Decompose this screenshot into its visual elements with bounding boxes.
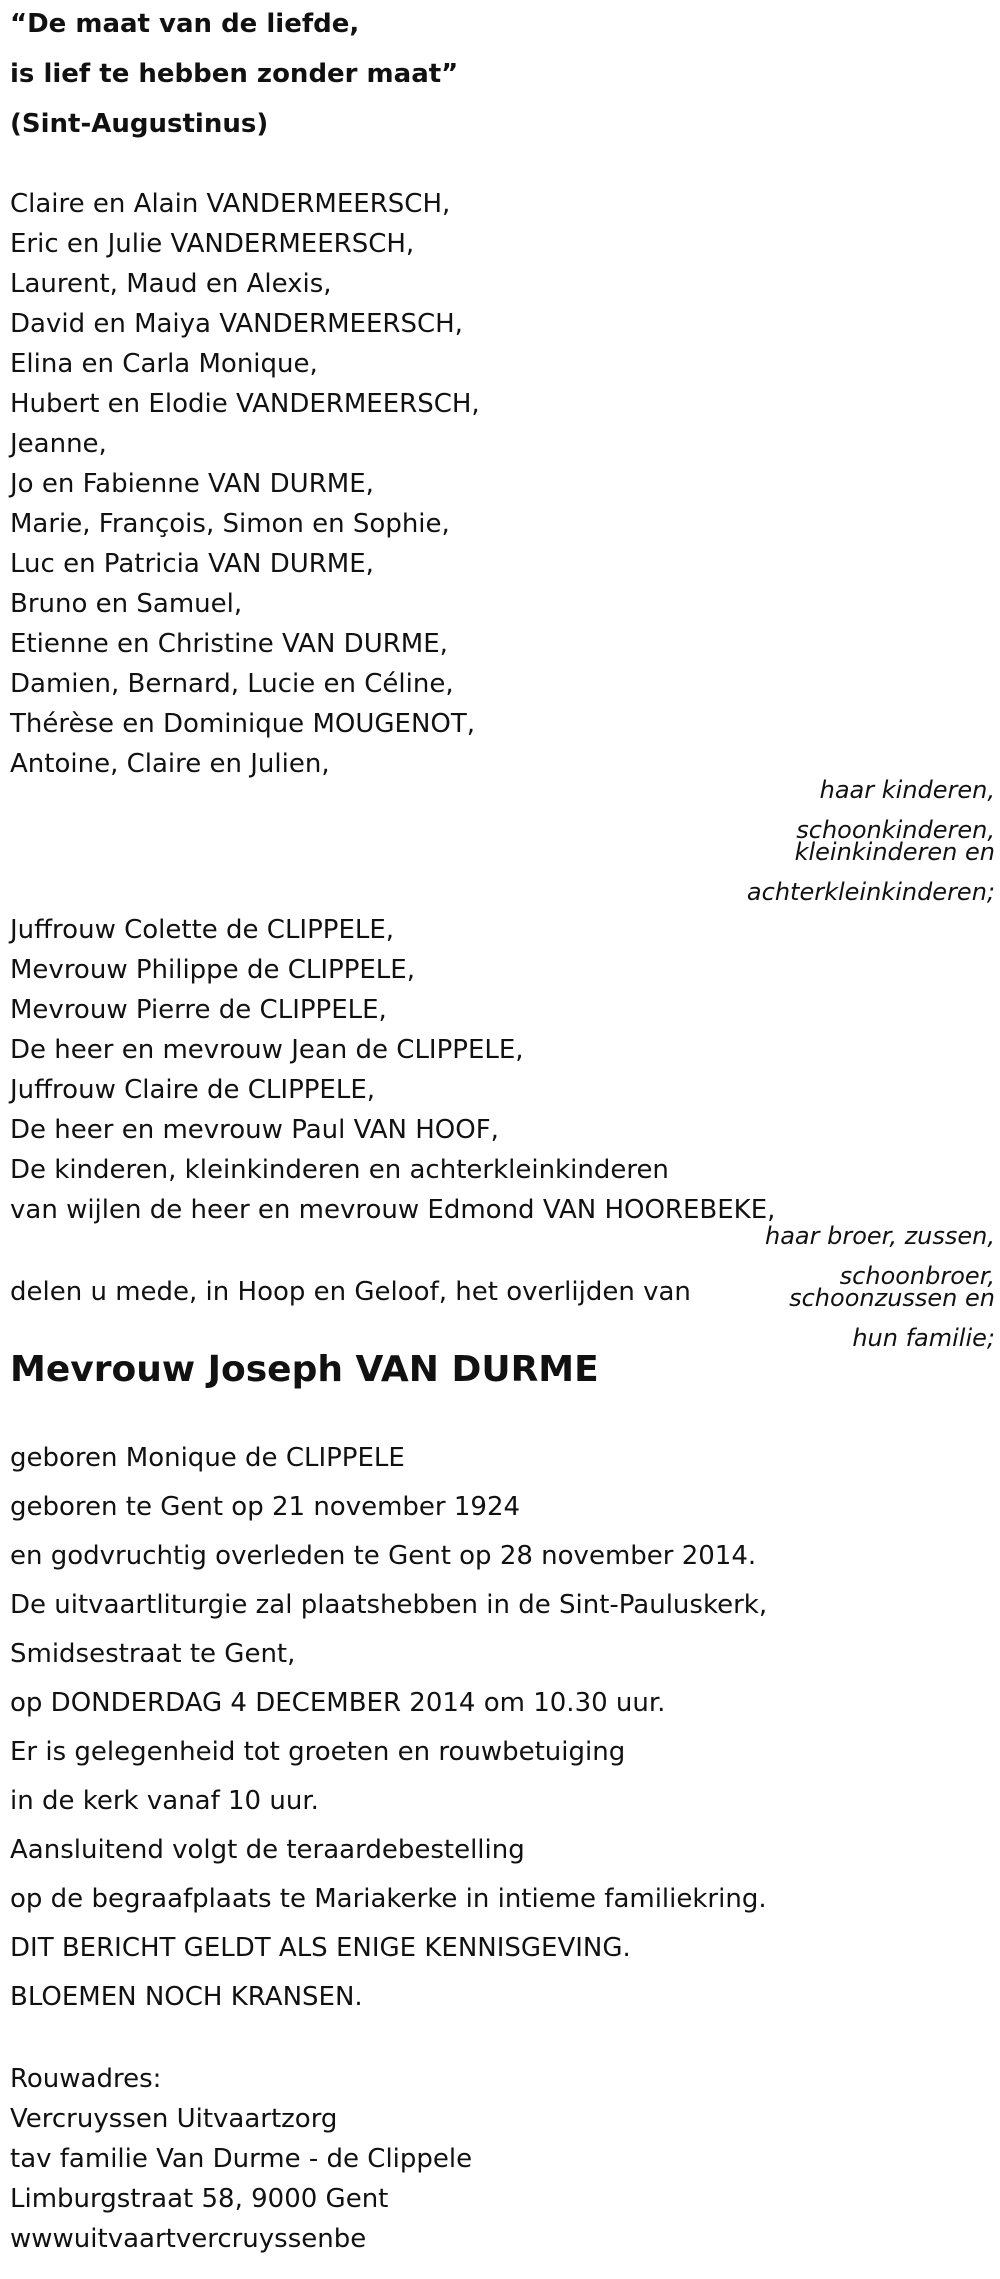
address-line: wwwuitvaartvercruyssenbe	[10, 2224, 367, 2254]
detail-line: op de begraafplaats te Mariakerke in intieme familiekring.	[10, 1884, 767, 1914]
family-line: Jo en Fabienne VAN DURME,	[10, 469, 374, 499]
family-line: Luc en Patricia VAN DURME,	[10, 549, 374, 579]
family-line: De heer en mevrouw Paul VAN HOOF,	[10, 1115, 499, 1145]
family-line: Mevrouw Pierre de CLIPPELE,	[10, 995, 387, 1025]
family-line: Juffrouw Claire de CLIPPELE,	[10, 1075, 376, 1105]
detail-line: BLOEMEN NOCH KRANSEN.	[10, 1982, 363, 2012]
detail-line: in de kerk vanaf 10 uur.	[10, 1786, 319, 1816]
relation-line: achterkleinkinderen;	[746, 878, 995, 906]
family-line: Eric en Julie VANDERMEERSCH,	[10, 229, 415, 259]
detail-line: Aansluitend volgt de teraardebestelling	[10, 1835, 525, 1865]
family-line: De heer en mevrouw Jean de CLIPPELE,	[10, 1035, 524, 1065]
family-line: David en Maiya VANDERMEERSCH,	[10, 309, 463, 339]
family-line: van wijlen de heer en mevrouw Edmond VAN HOOREBEKE,	[10, 1195, 776, 1225]
family-line: Marie, François, Simon en Sophie,	[10, 509, 450, 539]
detail-line: Smidsestraat te Gent,	[10, 1639, 296, 1669]
relation-line: schoonzussen en	[789, 1284, 995, 1312]
family-line: Thérèse en Dominique MOUGENOT,	[10, 709, 476, 739]
announcement-text: delen u mede, in Hoop en Geloof, het overlijden van	[10, 1277, 691, 1307]
family-line: Mevrouw Philippe de CLIPPELE,	[10, 955, 415, 985]
address-line: Limburgstraat 58, 9000 Gent	[10, 2184, 389, 2214]
family-line: Etienne en Christine VAN DURME,	[10, 629, 448, 659]
family-line: Hubert en Elodie VANDERMEERSCH,	[10, 389, 480, 419]
family-line: Elina en Carla Monique,	[10, 349, 318, 379]
address-line: Rouwadres:	[10, 2064, 162, 2094]
detail-line: en godvruchtig overleden te Gent op 28 november 2014.	[10, 1541, 757, 1571]
relation-line: haar broer, zussen,	[764, 1222, 995, 1250]
family-line: Bruno en Samuel,	[10, 589, 243, 619]
quote-attribution: (Sint-Augustinus)	[10, 109, 269, 139]
relation-line: haar kinderen,	[819, 776, 995, 804]
family-line: De kinderen, kleinkinderen en achterkleinkinderen	[10, 1155, 669, 1185]
deceased-name: Mevrouw Joseph VAN DURME	[10, 1349, 599, 1390]
family-line: Damien, Bernard, Lucie en Céline,	[10, 669, 454, 699]
detail-line: op DONDERDAG 4 DECEMBER 2014 om 10.30 uur.	[10, 1688, 666, 1718]
relation-line: kleinkinderen en	[794, 838, 995, 866]
family-line: Jeanne,	[10, 429, 107, 459]
detail-line: Er is gelegenheid tot groeten en rouwbetuiging	[10, 1737, 626, 1767]
detail-line: De uitvaartliturgie zal plaatshebben in de Sint-Pauluskerk,	[10, 1590, 768, 1620]
family-line: Juffrouw Colette de CLIPPELE,	[10, 915, 395, 945]
family-line: Claire en Alain VANDERMEERSCH,	[10, 189, 451, 219]
quote-line-2: is lief te hebben zonder maat”	[10, 59, 459, 89]
detail-line: DIT BERICHT GELDT ALS ENIGE KENNISGEVING.	[10, 1933, 631, 1963]
relation-line: schoonbroer,	[839, 1262, 995, 1290]
address-line: Vercruyssen Uitvaartzorg	[10, 2104, 338, 2134]
relation-line: schoonkinderen,	[796, 816, 995, 844]
family-line: Antoine, Claire en Julien,	[10, 749, 330, 779]
address-line: tav familie Van Durme - de Clippele	[10, 2144, 473, 2174]
detail-line: geboren Monique de CLIPPELE	[10, 1443, 405, 1473]
family-line: Laurent, Maud en Alexis,	[10, 269, 332, 299]
quote-line-1: “De maat van de liefde,	[10, 9, 360, 39]
relation-line: hun familie;	[852, 1324, 995, 1352]
detail-line: geboren te Gent op 21 november 1924	[10, 1492, 521, 1522]
